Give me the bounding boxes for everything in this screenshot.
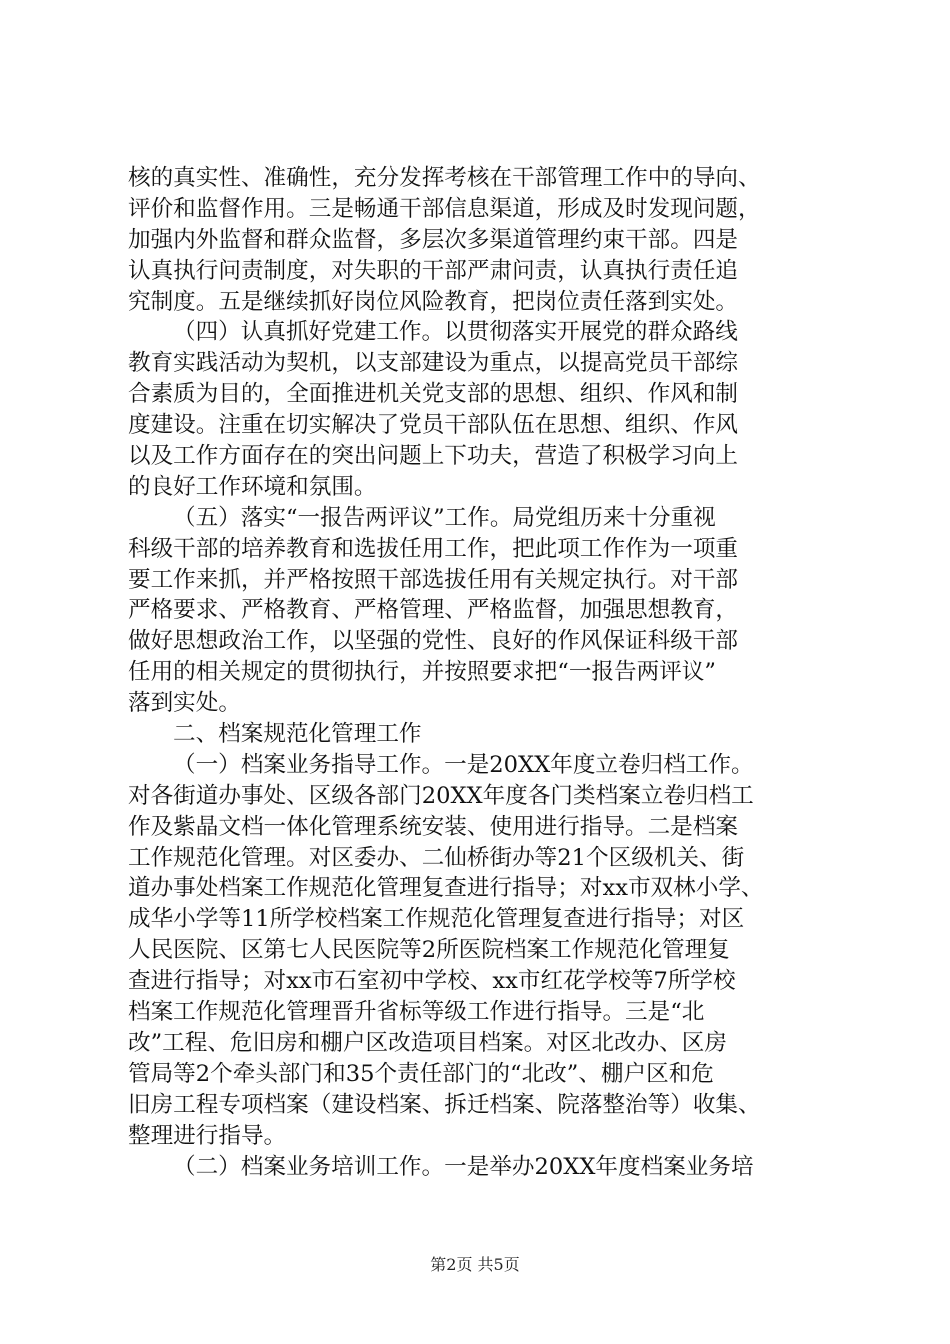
section-heading: 二、档案规范化管理工作 (173, 721, 422, 748)
text-line: 以及工作方面存在的突出问题上下功夫，营造了积极学习向上 (128, 443, 739, 470)
text-line: 度建设。注重在切实解决了党员干部队伍在思想、组织、作风 (128, 412, 739, 439)
text-line: 道办事处档案工作规范化管理复查进行指导；对xx市双林小学、 (128, 875, 764, 902)
text-line: 加强内外监督和群众监督，多层次多渠道管理约束干部。四是 (128, 226, 739, 253)
text-line: 合素质为目的，全面推进机关党支部的思想、组织、作风和制 (128, 381, 739, 408)
page-footer: 第2页 共5页 (430, 1255, 520, 1274)
text-line: （五）落实“一报告两评议”工作。局党组历来十分重视 (173, 504, 716, 531)
text-line: （二）档案业务培训工作。一是举办20XX年度档案业务培 (173, 1153, 754, 1180)
text-line: 档案工作规范化管理晋升省标等级工作进行指导。三是“北 (128, 999, 705, 1026)
text-line: 核的真实性、准确性，充分发挥考核在干部管理工作中的导向、 (128, 165, 761, 191)
body-text (128, 163, 828, 1182)
text-line: 评价和监督作用。三是畅通干部信息渠道，形成及时发现问题， (128, 195, 761, 222)
text-line: 管局等2个牵头部门和35个责任部门的“北改”、棚户区和危 (128, 1060, 714, 1087)
text-line: 科级干部的培养教育和选拔任用工作，把此项工作作为一项重 (128, 535, 739, 562)
text-line: 查进行指导；对xx市石室初中学校、xx市红花学校等7所学校 (128, 968, 736, 995)
text-line: 作及紫晶文档一体化管理系统安装、使用进行指导。二是档案 (128, 813, 739, 840)
text-line: 的良好工作环境和氛围。 (128, 473, 377, 500)
text-line: 整理进行指导。 (128, 1122, 287, 1149)
text-line: 人民医院、区第七人民医院等2所医院档案工作规范化管理复 (128, 937, 730, 964)
text-line: 旧房工程专项档案（建设档案、拆迁档案、院落整治等）收集、 (128, 1091, 761, 1118)
text-line: 对各街道办事处、区级各部门20XX年度各门类档案立卷归档工 (128, 782, 754, 809)
text-line: 究制度。五是继续抓好岗位风险教育，把岗位责任落到实处。 (128, 288, 739, 315)
text-line: 严格要求、严格教育、严格管理、严格监督，加强思想教育， (128, 597, 739, 624)
text-line: 工作规范化管理。对区委办、二仙桥街办等21个区级机关、街 (128, 844, 745, 871)
text-line: 成华小学等11所学校档案工作规范化管理复查进行指导；对区 (128, 906, 745, 933)
text-line: 做好思想政治工作，以坚强的党性、良好的作风保证科级干部 (128, 628, 739, 655)
text-line: （一）档案业务指导工作。一是20XX年度立卷归档工作。 (173, 751, 754, 778)
text-line: 落到实处。 (128, 690, 241, 717)
text-line: 要工作来抓，并严格按照干部选拔任用有关规定执行。对干部 (128, 566, 739, 593)
text-line: 认真执行问责制度，对失职的干部严肃问责，认真执行责任追 (128, 257, 739, 284)
text-line: 任用的相关规定的贯彻执行，并按照要求把“一报告两评议” (128, 659, 716, 686)
text-line: 教育实践活动为契机，以支部建设为重点，以提高党员干部综 (128, 350, 739, 377)
text-line: 改”工程、危旧房和棚户区改造项目档案。对区北改办、区房 (128, 1029, 727, 1056)
text-line: （四）认真抓好党建工作。以贯彻落实开展党的群众路线 (173, 319, 738, 346)
